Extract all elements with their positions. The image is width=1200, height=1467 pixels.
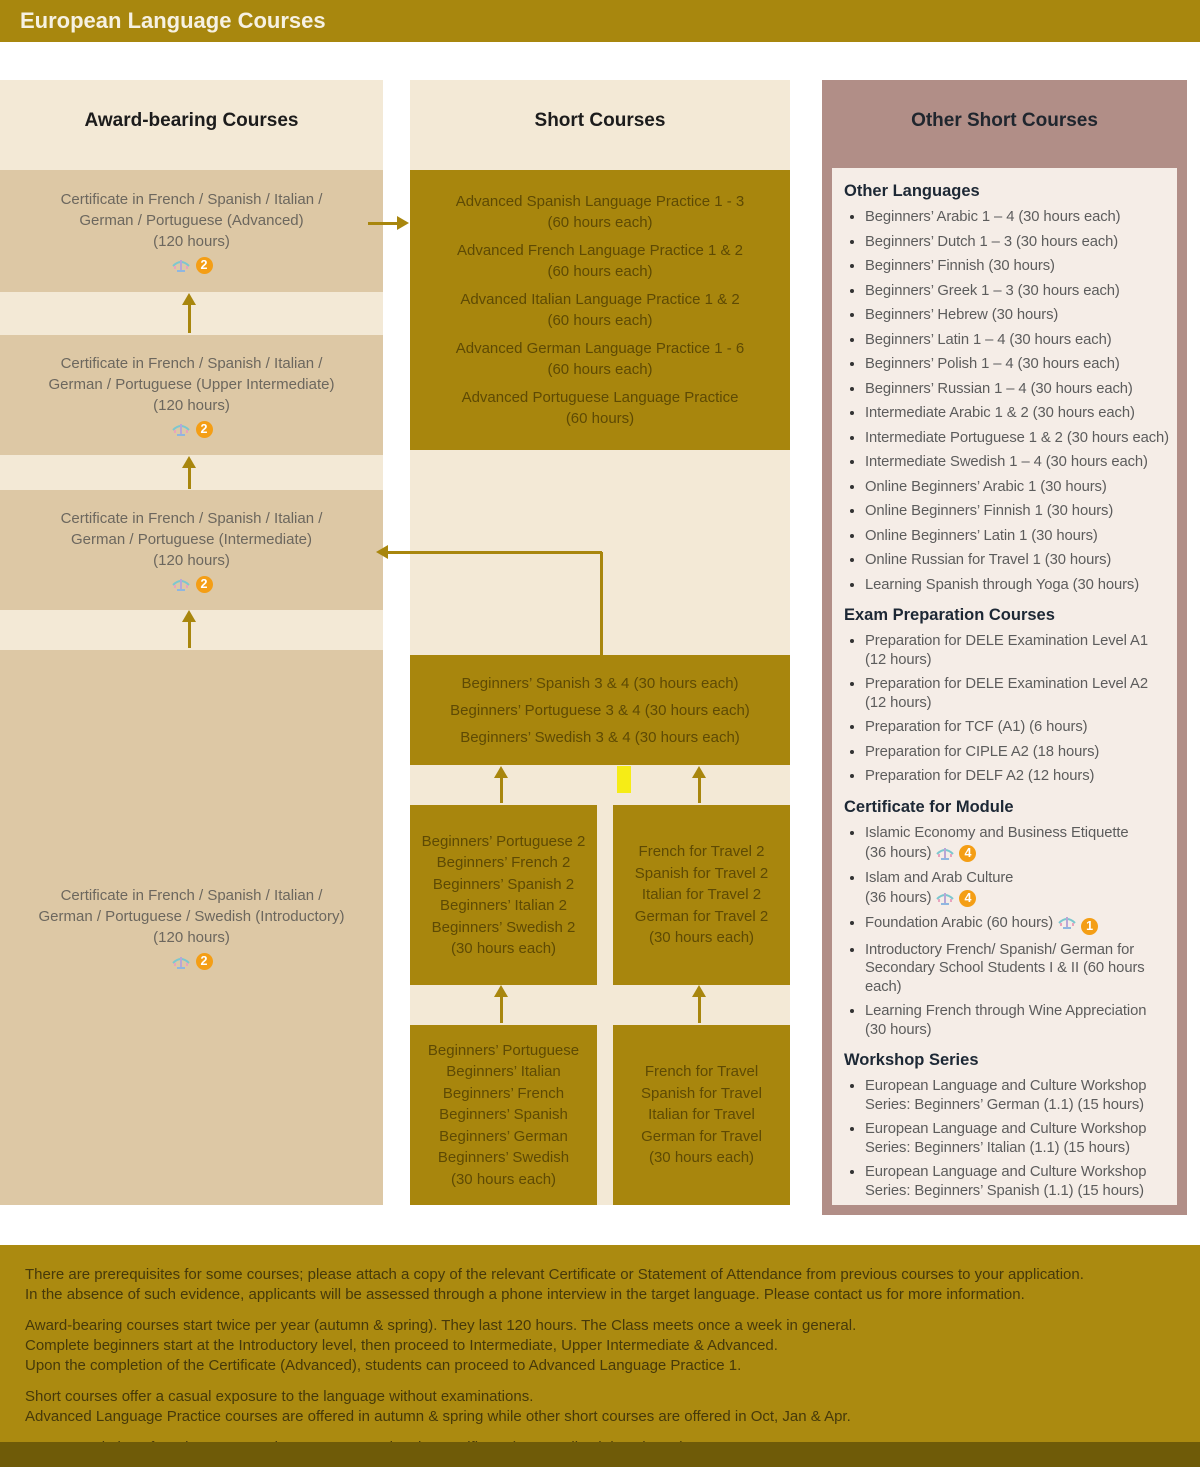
institution-icon <box>935 845 955 861</box>
section-heading: Exam Preparation Courses <box>844 606 1055 624</box>
beginners-3-4-box <box>410 655 790 765</box>
course-line: Beginners’ Swedish 3 & 4 (30 hours each) <box>460 728 740 746</box>
course-line: French for Travel <box>644 1063 759 1081</box>
course-line: Beginners’ Spanish <box>439 1106 568 1124</box>
course-line: (30 hours each) <box>648 929 755 947</box>
course-item: • Beginners’ Russian 1 – 4 (30 hours each) <box>865 380 1171 399</box>
footer-paragraph: There are prerequisites for some courses; please attach a copy of the relevant Certificate or Statement of Attendance from previous courses to your application. In the absence of such evidence, applicants will be assessed through a phone interview in the target language. Please contact us for more information. <box>25 1266 1084 1303</box>
course-entry: Advanced Spanish Language Practice 1 - 3 (60 hours each) <box>455 193 745 231</box>
course-line: (30 hours each) <box>450 940 557 957</box>
count-badge: 1 <box>1081 918 1098 935</box>
course-item: • Islam and Arab Culture (36 hours) 4 <box>865 869 1171 908</box>
course-item: • Preparation for DELE Examination Level A2 (12 hours) <box>865 675 1171 712</box>
course-item: • Learning French through Wine Appreciation (30 hours) <box>865 1002 1171 1039</box>
footer-notes <box>0 1245 1200 1467</box>
footer-dark-strip <box>0 1442 1200 1467</box>
course-line: (120 hours) <box>153 551 230 569</box>
institution-icon <box>1057 914 1077 930</box>
course-line: German / Portuguese (Upper Intermediate) <box>48 375 335 393</box>
course-line: Beginners’ Portuguese <box>427 1041 580 1059</box>
course-item: • Introductory French/ Spanish/ German for Secondary School Students I & II (60 hours each) <box>865 941 1171 997</box>
course-item: • Preparation for CIPLE A2 (18 hours) <box>865 743 1171 762</box>
up-arrow-icon <box>188 468 191 489</box>
hours-line: (36 hours) 4 <box>865 844 1171 863</box>
other-short-courses-panel <box>832 168 1177 1205</box>
course-item: • Online Beginners’ Latin 1 (30 hours) <box>865 527 1171 546</box>
badge-row <box>0 953 383 970</box>
course-line: (30 hours each) <box>450 1170 557 1188</box>
certificate-for-module-list <box>844 824 1171 1040</box>
institution-icon <box>171 257 191 273</box>
header-bar <box>0 0 1200 42</box>
course-entry: Advanced Italian Language Practice 1 & 2 (60 hours each) <box>460 291 740 329</box>
travel-1-box <box>613 1025 790 1205</box>
count-badge: 4 <box>959 845 976 862</box>
beginners-2-box <box>410 805 597 985</box>
badge-row <box>0 421 383 438</box>
count-badge: 2 <box>196 421 213 438</box>
institution-icon <box>171 954 191 970</box>
connector-line <box>600 552 603 655</box>
footer-paragraph: Short courses offer a casual exposure to the language without examinations. Advanced Language Practice courses are offered in autumn & spring while other short courses are offered in Oct, Jan & Apr. <box>25 1388 851 1425</box>
course-line: Beginners’ Portuguese 2 <box>421 832 586 850</box>
course-item: • Beginners’ Polish 1 – 4 (30 hours each) <box>865 355 1171 374</box>
course-entry: Advanced German Language Practice 1 - 6 (60 hours each) <box>455 340 745 378</box>
footer-paragraph: Award-bearing courses start twice per year (autumn & spring). They last 120 hours. The Class meets once a week in general. Complete beginners start at the Introductory level, then proceed to Intermediate, Upper Intermediate & Advanced. Upon the completion of the Certificate (Advanced), students can proceed to Advanced Language Practice 1. <box>25 1317 857 1374</box>
course-entry: Advanced Portuguese Language Practice (60 hours) <box>461 389 739 427</box>
course-line: German for Travel <box>641 1127 762 1145</box>
course-line: Beginners’ Portuguese 3 & 4 (30 hours each) <box>450 701 750 719</box>
course-line: Beginners’ Swedish 2 <box>431 918 576 936</box>
certificate-upper-intermediate-box <box>0 335 383 455</box>
course-item: • Preparation for DELE Examination Level A1 (12 hours) <box>865 632 1171 669</box>
badge-row <box>0 576 383 593</box>
course-line: Certificate in French / Spanish / Italian / <box>60 509 323 527</box>
hours-line: (36 hours) 4 <box>865 889 1171 908</box>
course-item: • Beginners’ Finnish (30 hours) <box>865 257 1171 276</box>
course-line: German / Portuguese / Swedish (Introductory) <box>38 908 345 925</box>
course-item: • Preparation for DELF A2 (12 hours) <box>865 767 1171 786</box>
course-line: French for Travel 2 <box>638 843 765 861</box>
connector-line <box>388 551 602 554</box>
left-arrow-icon <box>376 545 388 559</box>
other-languages-list <box>844 208 1171 594</box>
award-column-header: Award-bearing Courses <box>84 110 299 131</box>
course-line: Beginners’ German <box>439 1127 568 1145</box>
course-item: • Beginners’ Hebrew (30 hours) <box>865 306 1171 325</box>
course-line: (120 hours) <box>153 396 230 414</box>
course-item: • European Language and Culture Workshop Series: Beginners’ Italian (1.1) (15 hours) <box>865 1120 1171 1157</box>
highlight-mark <box>617 766 631 793</box>
up-arrow-icon <box>698 778 701 803</box>
up-arrow-icon <box>698 997 701 1023</box>
institution-icon <box>935 890 955 906</box>
course-item: • Online Beginners’ Arabic 1 (30 hours) <box>865 478 1171 497</box>
course-item: • Intermediate Swedish 1 – 4 (30 hours each) <box>865 453 1171 472</box>
course-line: Beginners’ French <box>442 1084 565 1102</box>
course-item: • Online Beginners’ Finnish 1 (30 hours) <box>865 502 1171 521</box>
course-line: Beginners’ Swedish <box>437 1149 570 1167</box>
course-line: German / Portuguese (Intermediate) <box>71 530 312 548</box>
course-line: Certificate in French / Spanish / Italian / <box>60 354 323 372</box>
certificate-intermediate-box <box>0 490 383 610</box>
beginners-1-box <box>410 1025 597 1205</box>
course-item: • Learning Spanish through Yoga (30 hours) <box>865 576 1171 595</box>
section-heading: Other Languages <box>844 182 980 200</box>
section-heading: Workshop Series <box>844 1051 979 1069</box>
course-item: • Intermediate Portuguese 1 & 2 (30 hours each) <box>865 429 1171 448</box>
count-badge: 4 <box>959 890 976 907</box>
course-line: Italian for Travel 2 <box>641 886 762 904</box>
workshop-series-list <box>844 1077 1171 1200</box>
count-badge: 2 <box>196 576 213 593</box>
course-line: (120 hours) <box>153 232 230 250</box>
institution-icon <box>171 576 191 592</box>
travel-2-box <box>613 805 790 985</box>
course-line: (30 hours each) <box>648 1149 755 1167</box>
up-arrow-icon <box>188 622 191 648</box>
badge-row <box>0 257 383 274</box>
advanced-practice-box <box>410 170 790 450</box>
certificate-introductory-box <box>0 650 383 1205</box>
course-line: Beginners’ Spanish 3 & 4 (30 hours each) <box>461 674 739 692</box>
up-arrow-icon <box>500 997 503 1023</box>
course-line: Italian for Travel <box>648 1106 755 1124</box>
course-item: • Beginners’ Arabic 1 – 4 (30 hours each) <box>865 208 1171 227</box>
course-line: German for Travel 2 <box>634 907 769 925</box>
course-item: • Intermediate Arabic 1 & 2 (30 hours each) <box>865 404 1171 423</box>
right-arrow-icon <box>368 222 398 225</box>
course-line: Beginners’ Italian 2 <box>439 897 568 914</box>
course-line: Beginners’ Italian <box>446 1063 561 1081</box>
short-courses-header: Short Courses <box>534 110 666 131</box>
course-item: • Beginners’ Dutch 1 – 3 (30 hours each) <box>865 233 1171 252</box>
course-item: • Preparation for TCF (A1) (6 hours) <box>865 718 1171 737</box>
course-line: Certificate in French / Spanish / Italian / <box>60 190 323 208</box>
course-item: • Islamic Economy and Business Etiquette (36 hours) 4 <box>865 824 1171 863</box>
other-short-courses-header: Other Short Courses <box>911 110 1098 131</box>
course-item: • Beginners’ Greek 1 – 3 (30 hours each) <box>865 282 1171 301</box>
count-badge: 2 <box>196 257 213 274</box>
page-title: European Language Courses <box>20 8 326 33</box>
up-arrow-icon <box>188 305 191 333</box>
exam-preparation-list <box>844 632 1171 786</box>
course-item: • Online Russian for Travel 1 (30 hours) <box>865 551 1171 570</box>
course-item: • Beginners’ Latin 1 – 4 (30 hours each) <box>865 331 1171 350</box>
course-line: Spanish for Travel 2 <box>634 864 769 882</box>
course-line: Spanish for Travel <box>641 1084 762 1102</box>
course-line: German / Portuguese (Advanced) <box>79 211 304 229</box>
section-heading: Certificate for Module <box>844 797 1014 816</box>
course-entry: Advanced French Language Practice 1 & 2 (60 hours each) <box>456 242 744 280</box>
course-line: Beginners’ Spanish 2 <box>432 875 575 893</box>
institution-icon <box>171 421 191 437</box>
course-line: (120 hours) <box>153 929 230 946</box>
course-item: • European Language and Culture Workshop Series: Beginners’ German (1.1) (15 hours) <box>865 1077 1171 1114</box>
certificate-advanced-box <box>0 170 383 292</box>
course-line: Beginners’ French 2 <box>436 854 571 871</box>
up-arrow-icon <box>500 778 503 803</box>
course-item: • European Language and Culture Workshop Series: Beginners’ Spanish (1.1) (15 hours) <box>865 1163 1171 1200</box>
course-item: • Foundation Arabic (60 hours) 1 <box>865 914 1171 935</box>
course-line: Certificate in French / Spanish / Italian / <box>60 887 323 904</box>
count-badge: 2 <box>196 953 213 970</box>
